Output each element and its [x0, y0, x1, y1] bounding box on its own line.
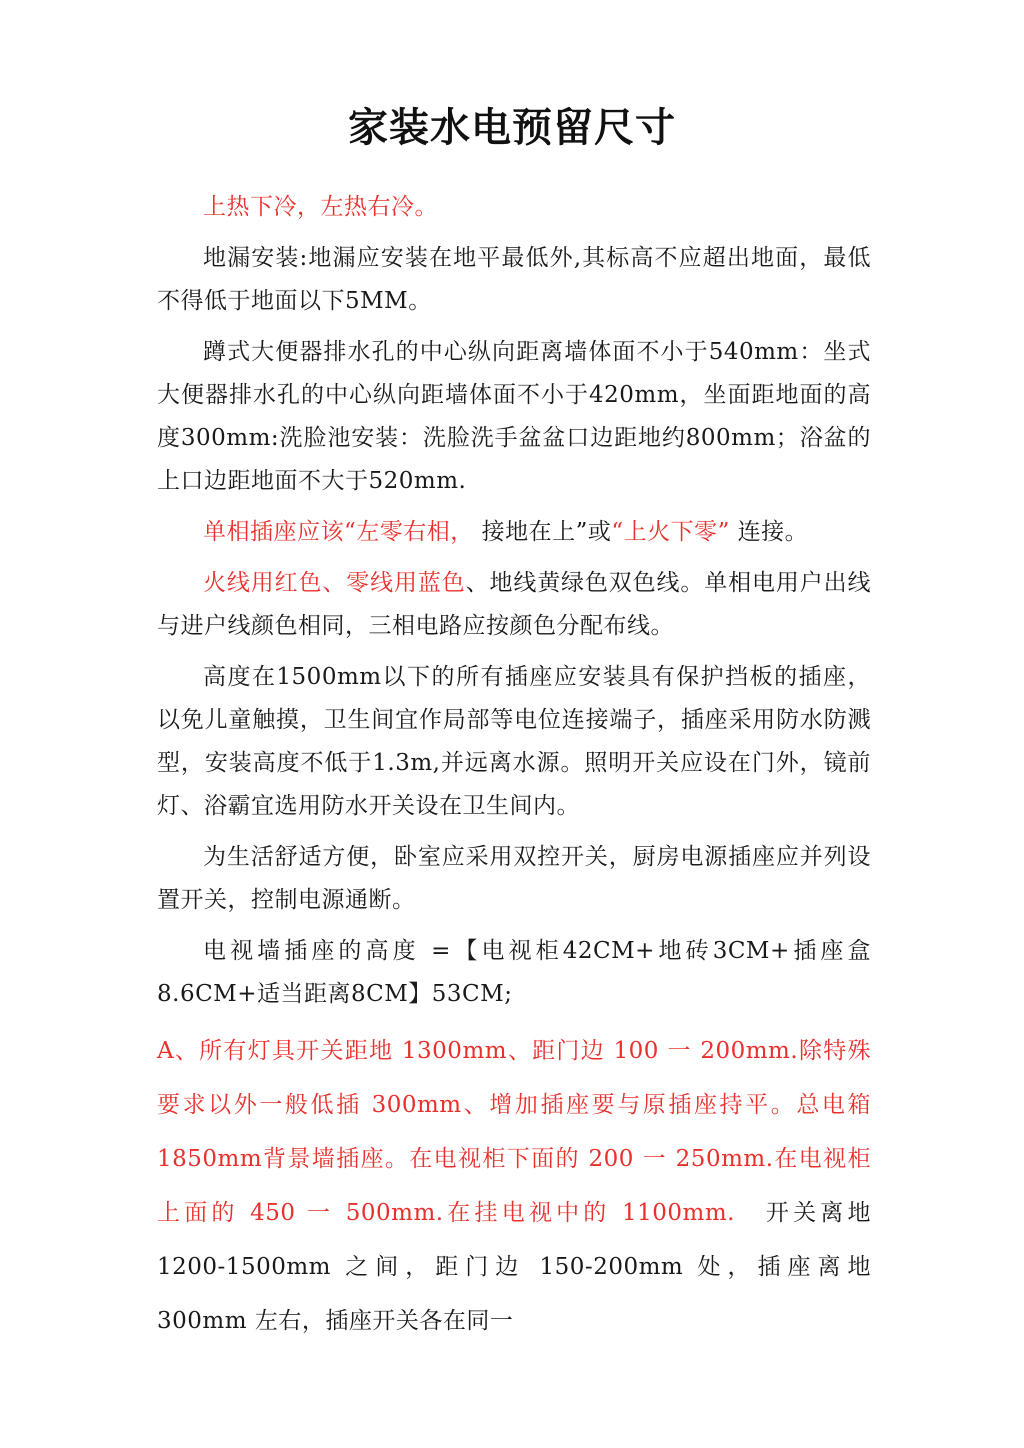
paragraph-floor-drain: 地漏安装:地漏应安装在地平最低外,其标高不应超出地面，最低不得低于地面以下5MM。: [157, 245, 871, 314]
socket-rule-highlight: 单相插座应该“左零右相，: [203, 519, 474, 545]
paragraph-socket-height: 高度在1500mm以下的所有插座应安装具有保护挡板的插座，以免儿童触摸，卫生间宜作局部等电位连接端子，插座采用防水防溅型，安装高度不低于1.3m,并远离水源。照明开关应设在门外，镜前灯、浴霸宜选用防水开关设在卫生间内。: [157, 664, 871, 819]
socket-fire-highlight: “上火下零”: [611, 519, 730, 545]
socket-rule-end: 连接。: [729, 519, 809, 545]
paragraph-wire-colors: [157, 562, 871, 648]
dimensions-text: 开关离地 1200-1500mm 之间，距门边 150-200mm 处，插座离地 300mm 左右，插座开关各在同一: [157, 1200, 871, 1334]
paragraph-tv-wall: 电视墙插座的高度 =【电视柜42CM+地砖3CM+插座盒8.6CM+适当距离8CM】53CM;: [157, 938, 871, 1007]
page-title: 家装水电预留尺寸: [348, 105, 676, 151]
wire-color-text: 、地线黄绿色双色线。单相电用户出线与进户线颜色相同，三相电路应按颜色分配布线。: [157, 570, 872, 639]
paragraph-socket-wiring: [157, 511, 871, 554]
paragraph-switches: 为生活舒适方便，卧室应采用双控开关，厨房电源插座应并列设置开关，控制电源通断。: [157, 844, 871, 913]
wire-color-highlight: 火线用红色、零线用蓝色: [203, 570, 466, 596]
document-body: [157, 186, 871, 1356]
paragraph-toilet-basin: 蹲式大便器排水孔的中心纵向距离墙体面不小于540mm：坐式大便器排水孔的中心纵向距墙体面不小于420mm，坐面距地面的高度300mm:洗脸池安装：洗脸洗手盆盆口边距地约800mm；浴盆的上口边距地面不大于520mm.: [157, 339, 871, 494]
paragraph-dimensions: [157, 1024, 871, 1348]
paragraph-hot-cold: 上热下冷，左热右冷。: [203, 194, 438, 220]
dimensions-highlight: A、所有灯具开关距地 1300mm、距门边 100 一 200mm.除特殊要求以外一般低插 300mm、增加插座要与原插座持平。总电箱 1850mm背景墙插座。在电视柜下面的 200 一 250mm.在电视柜上面的 450 一 500mm.在挂电视中的 1100mm.: [157, 1038, 871, 1226]
socket-rule-text: 接地在上”或: [473, 519, 612, 545]
